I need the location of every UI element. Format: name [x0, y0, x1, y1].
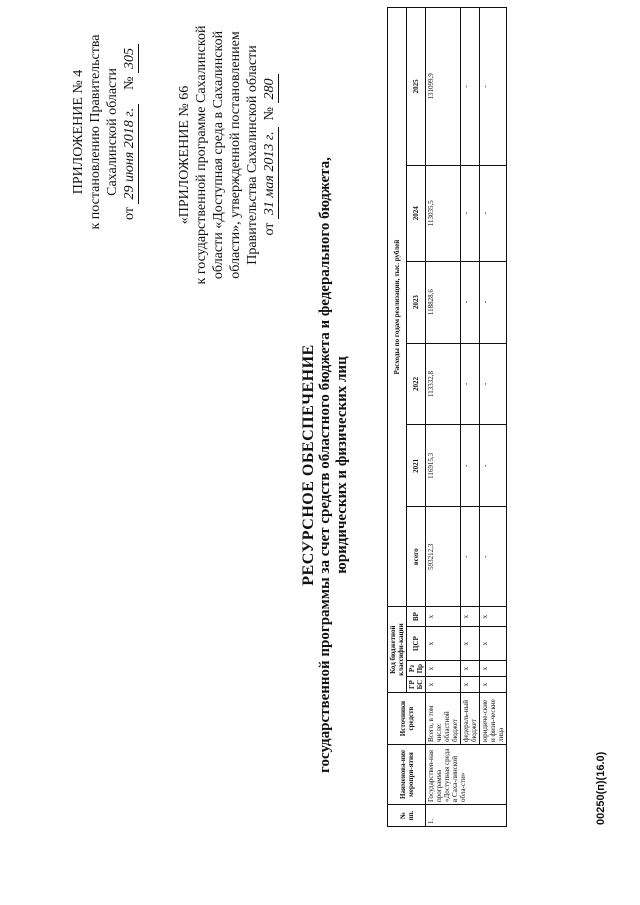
cell-2022: -: [480, 343, 507, 425]
appendix-66-date: 31 мая 2013 г.: [261, 127, 279, 219]
cell-2021: 116915,3: [426, 425, 461, 507]
header-2025: 2025: [407, 8, 426, 166]
cell-2024: 113035,5: [426, 165, 461, 261]
cell-2022: -: [461, 343, 480, 425]
header-vr: ВР: [407, 607, 426, 627]
document-title-line3: юридических и физических лиц: [334, 356, 350, 574]
header-source: Источники средств: [388, 693, 426, 745]
cell-rzpr: x: [480, 661, 507, 677]
appendix-66-number: 280: [261, 74, 279, 103]
header-rzpr: Рз Пр: [407, 661, 426, 677]
cell-2025: -: [461, 8, 480, 166]
appendix-66-title: «ПРИЛОЖЕНИЕ № 66: [177, 85, 192, 225]
appendix-66-line2: к государственной программе Сахалинской: [194, 25, 209, 285]
cell-rzpr: x: [461, 661, 480, 677]
cell-grbs: x: [480, 677, 507, 693]
cell-csr: x: [461, 627, 480, 661]
appendix-4-date: 29 июня 2018 г.: [121, 104, 139, 204]
document-title: [300, 145, 351, 785]
header-grbs: ГР БС: [407, 677, 426, 693]
cell-2023: -: [480, 261, 507, 343]
cell-csr: x: [480, 627, 507, 661]
cell-2023: -: [461, 261, 480, 343]
row-source: [426, 693, 461, 745]
cell-vr: x: [480, 607, 507, 627]
cell-2022: 113332,8: [426, 343, 461, 425]
document-code: 00250(п)(16.0): [595, 751, 607, 825]
header-expenses-group: Расходы по годам реализации, тыс. рублей: [388, 8, 407, 607]
appendix-4-date-line: от 29 июня 2018 г. № 305: [121, 7, 139, 257]
header-2021: 2021: [407, 425, 426, 507]
document-title-main: РЕСУРСНОЕ ОБЕСПЕЧЕНИЕ: [300, 344, 317, 586]
cell-rzpr: x: [426, 661, 461, 677]
appendix-66-line3: области «Доступная среда в Сахалинской: [211, 30, 226, 280]
cell-vr: x: [426, 607, 461, 627]
header-total: всего: [407, 507, 426, 607]
cell-grbs: x: [426, 677, 461, 693]
appendix-66-line4: области», утвержденной постановлением: [228, 31, 243, 279]
header-name: Наименова-ние меропри-ятия: [388, 745, 426, 805]
cell-2024: -: [480, 165, 507, 261]
row-source-2: юридиче-ские и физи-ческие лица: [480, 693, 507, 745]
appendix-4-line3: Сахалинской области: [105, 68, 120, 196]
cell-2025: 131099,9: [426, 8, 461, 166]
appendix-4-title: ПРИЛОЖЕНИЕ № 4: [71, 69, 86, 195]
appendix-4-number: 305: [121, 44, 139, 73]
row-source-1: федераль-ный бюджет: [461, 693, 480, 745]
header-code-group: Код бюджетной классифи-кации: [388, 607, 407, 693]
row-source-0: областной бюджет: [443, 711, 459, 743]
cell-2024: -: [461, 165, 480, 261]
appendix-66-date-line: от 31 мая 2013 г. № 280: [261, 5, 279, 305]
cell-2021: -: [461, 425, 480, 507]
cell-total: -: [480, 507, 507, 607]
resource-table: [387, 7, 507, 827]
appendix-4-header: [70, 7, 139, 257]
cell-total: 593212,3: [426, 507, 461, 607]
row-num: 1.: [426, 805, 507, 827]
cell-2025: -: [480, 8, 507, 166]
table-row: [426, 8, 461, 827]
cell-grbs: x: [461, 677, 480, 693]
header-2024: 2024: [407, 165, 426, 261]
header-num: № пп.: [388, 805, 426, 827]
table-row: [480, 8, 507, 827]
document-title-line2: государственной программы за счет средств областного бюджета и федерального бюджета,: [317, 157, 333, 773]
table-row: [461, 8, 480, 827]
appendix-66-header: [176, 5, 279, 305]
header-2022: 2022: [407, 343, 426, 425]
row-name: Государствен-ная программа «Доступная среда в Саха-линской обла-сти»: [426, 745, 507, 805]
row-total-label: Всего, в том числе:: [427, 705, 443, 743]
appendix-66-line5: Правительства Сахалинской области: [245, 45, 260, 265]
header-2023: 2023: [407, 261, 426, 343]
table-header-row: [388, 8, 407, 827]
appendix-4-line2: к постановлению Правительства: [88, 34, 103, 230]
header-csr: ЦСР: [407, 627, 426, 661]
cell-total: -: [461, 507, 480, 607]
cell-vr: x: [461, 607, 480, 627]
cell-csr: x: [426, 627, 461, 661]
cell-2021: -: [480, 425, 507, 507]
cell-2023: 118828,6: [426, 261, 461, 343]
